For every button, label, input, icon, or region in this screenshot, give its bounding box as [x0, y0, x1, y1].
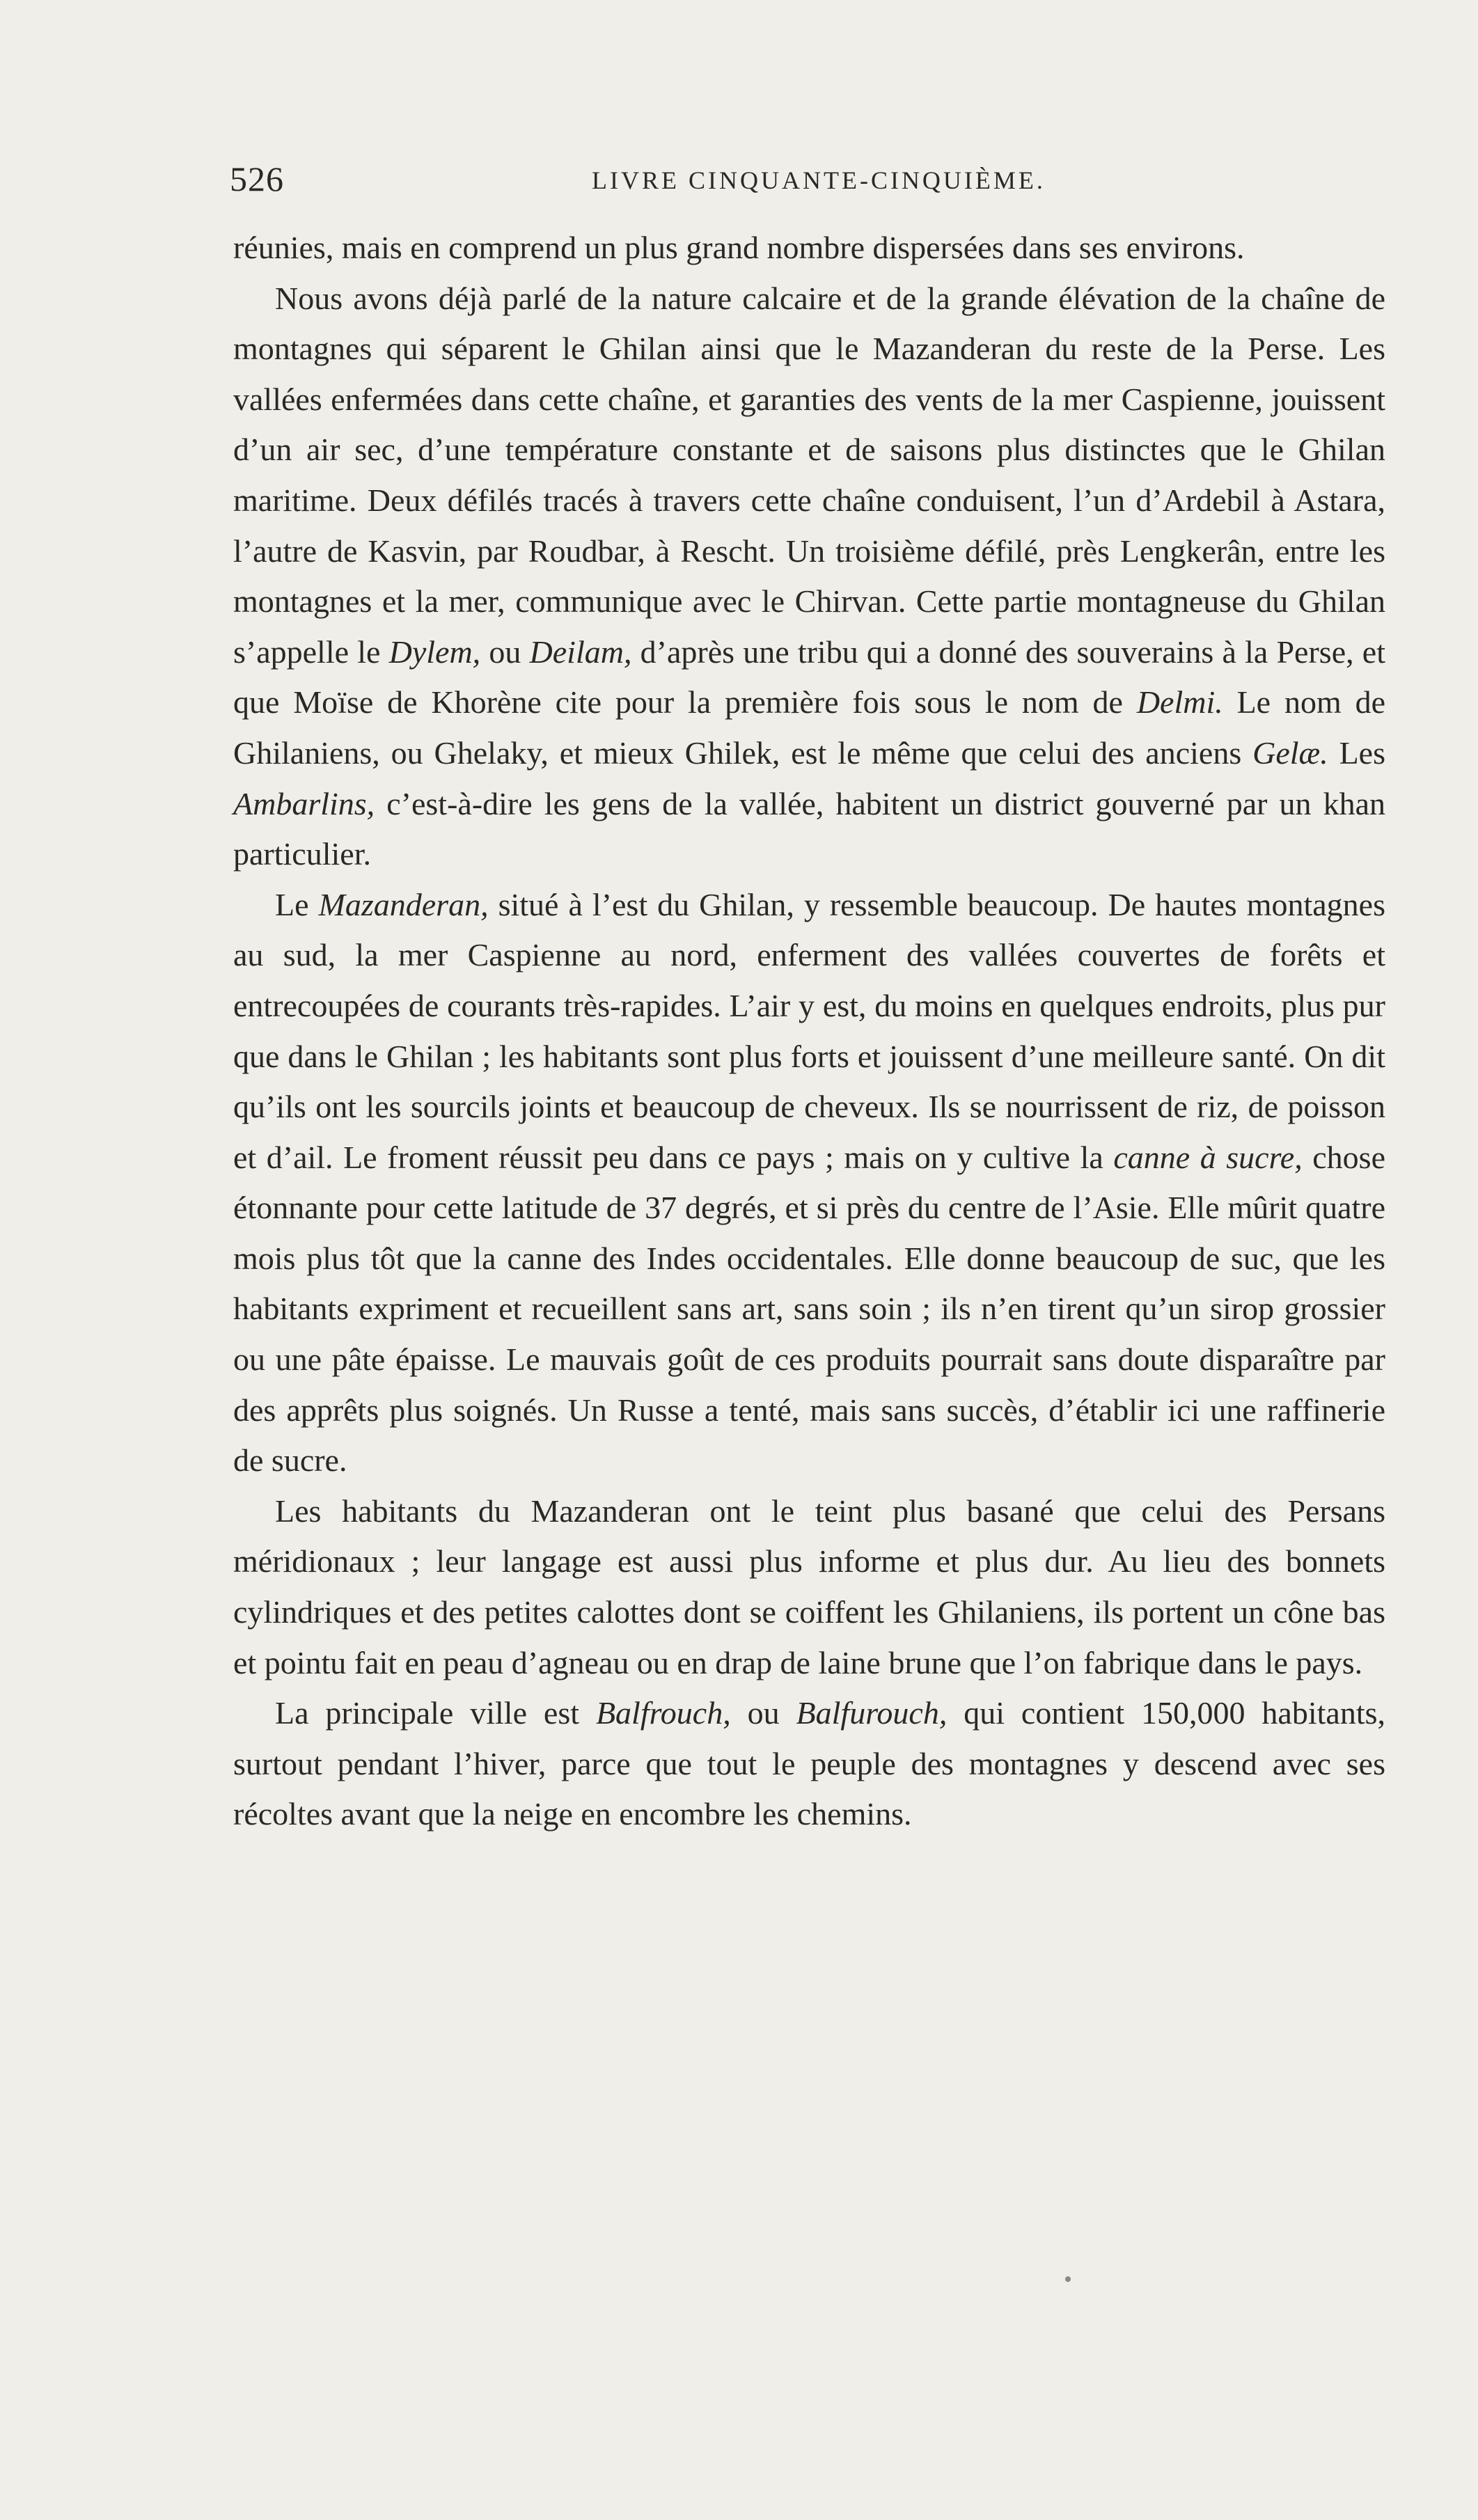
paragraph — [233, 1486, 1385, 1688]
italic-term: Balfurouch, — [796, 1695, 948, 1731]
text-run: La principale ville est — [275, 1695, 596, 1731]
page-header — [230, 159, 1385, 200]
text-run: Les — [1328, 734, 1385, 771]
paragraph — [233, 880, 1385, 1486]
text-run: chose étonnante pour cette latitude de 37 degrés, et si près du centre de l’Asie. Elle mûrit quatre mois plus tôt que la canne des Indes occidentales. Elle donne beaucoup de suc, que les habitants expriment et recueillent sans art, sans soin ; ils n’en tirent qu’un sirop grossier ou une pâte épaisse. Le mauvais goût de ces produits pourrait sans doute disparaître par des apprêts plus soignés. Un Russe a tenté, mais sans succès, d’établir ici une raffinerie de sucre. — [233, 1139, 1385, 1479]
paragraph — [233, 223, 1385, 274]
italic-term: Balfrouch, — [595, 1695, 731, 1731]
text-run: situé à l’est du Ghilan, y ressemble beaucoup. De hautes montagnes au sud, la mer Caspienne au nord, enferment des vallées couvertes de forêts et entrecoupées de courants très-rapides. L’air y est, du moins en quelques endroits, plus pur que dans le Ghilan ; les habitants sont plus forts et jouissent d’une meilleure santé. On dit qu’ils ont les sourcils joints et beaucoup de cheveux. Ils se nourrissent de riz, de poisson et d’ail. Le froment réussit peu dans ce pays ; mais on y cultive la — [233, 886, 1386, 1175]
text-run: c’est-à-dire les gens de la vallée, habitent un district gouverné par un khan particulier. — [233, 785, 1385, 872]
body-text — [233, 223, 1385, 1840]
italic-term: Ambarlins, — [233, 785, 375, 821]
italic-term: Dylem, — [388, 633, 481, 670]
italic-term: Delmi. — [1136, 684, 1223, 720]
text-run: Nous avons déjà parlé de la nature calcaire et de la grande élévation de la chaîne de montagnes qui séparent le Ghilan ainsi que le Mazanderan du reste de la Perse. Les vallées enfermées dans cette chaîne, et garanties des vents de la mer Caspienne, jouissent d’un air sec, d’une température constante et de saisons plus distinctes que le Ghilan maritime. Deux défilés tracés à travers cette chaîne conduisent, l’un d’Ardebil à Astara, l’autre de Kasvin, par Roudbar, à Rescht. Un troisième défilé, près Lengkerân, entre les montagnes et la mer, communique avec le Chirvan. Cette partie montagneuse du Ghilan s’appelle le — [233, 280, 1385, 670]
text-run: d’après une tribu qui a donné des souverains à la Perse, et que Moïse de Khorène cite pour la première fois sous le nom de — [233, 633, 1385, 720]
text-run: ou — [480, 633, 530, 670]
paragraph — [233, 274, 1385, 880]
page-speck — [1065, 2276, 1071, 2282]
italic-term: Gelæ. — [1252, 734, 1328, 771]
text-run: Le — [275, 886, 319, 922]
text-run: Les habitants du Mazanderan ont le teint plus basané que celui des Persans méridionaux ; leur langage est aussi plus informe et plus dur. Au lieu des bonnets cylindriques et des petites calottes dont se coiffent les Ghilaniens, ils portent un cône bas et pointu fait en peau d’agneau ou en drap de laine brune que l’on fabrique dans le pays. — [233, 1493, 1385, 1680]
text-run: réunies, mais en comprend un plus grand nombre dispersées dans ses environs. — [233, 230, 1245, 265]
italic-term: canne à sucre, — [1113, 1139, 1303, 1175]
italic-term: Deilam, — [529, 633, 632, 670]
italic-term: Mazanderan, — [318, 886, 489, 922]
text-run: qui contient 150,000 habitants, surtout pendant l’hiver, parce que tout le peuple des montagnes y descend avec ses récoltes avant que la neige en encombre les chemins. — [233, 1695, 1386, 1832]
text-run: Le nom de Ghilaniens, ou Ghelaky, et mieux Ghilek, est le même que celui des anciens — [233, 684, 1385, 771]
running-title: LIVRE CINQUANTE-CINQUIÈME. — [592, 166, 1046, 194]
page-number: 526 — [230, 159, 284, 198]
paragraph — [233, 1688, 1385, 1840]
text-run: ou — [730, 1695, 796, 1731]
